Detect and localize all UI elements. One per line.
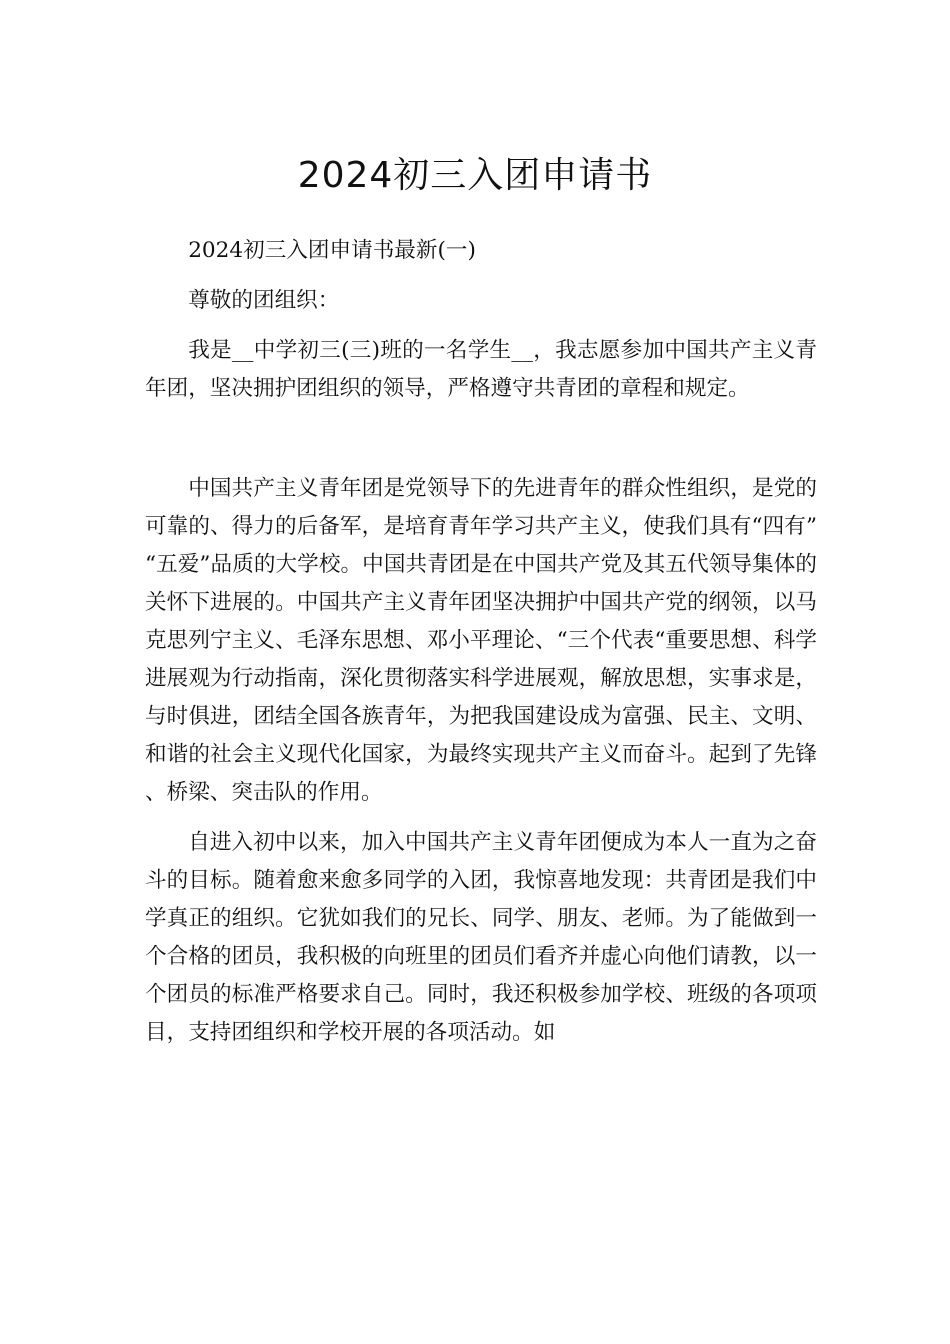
paragraph-about-league: 中国共产主义青年团是党领导下的先进青年的群众性组织，是党的可靠的、得力的后备军，是培育青年学习共产主义，使我们具有“四有”“五爱”品质的大学校。中国共青团是在中国共产党及其五代领导集体的关怀下进展的。中国共产主义青年团坚决拥护中国共产党的纲领，以马克思列宁主义、毛泽东思想、邓小平理论、“三个代表“重要思想、科学进展观为行动指南，深化贯彻落实科学进展观，解放思想，实事求是，与时俱进，团结全国各族青年，为把我国建设成为富强、民主、文明、和谐的社会主义现代化国家，为最终实现共产主义而奋斗。起到了先锋、桥梁、突击队的作用。 xyxy=(145,476,817,805)
salutation: 尊敬的团组织： xyxy=(188,288,340,313)
paragraph-personal: 自进入初中以来，加入中国共产主义青年团便成为本人一直为之奋斗的目标。随着愈来愈多同学的入团，我惊喜地发现：共青团是我们中学真正的组织。它犹如我们的兄长、同学、朋友、老师。为了能做到一个合格的团员，我积极的向班里的团员们看齐并虚心向他们请教，以一个团员的标准严格要求自己。同时，我还积极参加学校、班级的各项项目，支持团组织和学校开展的各项活动。如 xyxy=(145,830,817,1045)
document-title: 2024初三入团申请书 xyxy=(297,155,653,197)
paragraph-intro: 我是__中学初三(三)班的一名学生__，我志愿参加中国共产主义青年团，坚决拥护团组织的领导，严格遵守共青团的章程和规定。 xyxy=(145,338,817,401)
document-body xyxy=(145,232,817,1064)
section-heading: 2024初三入团申请书最新(一) xyxy=(188,238,476,263)
